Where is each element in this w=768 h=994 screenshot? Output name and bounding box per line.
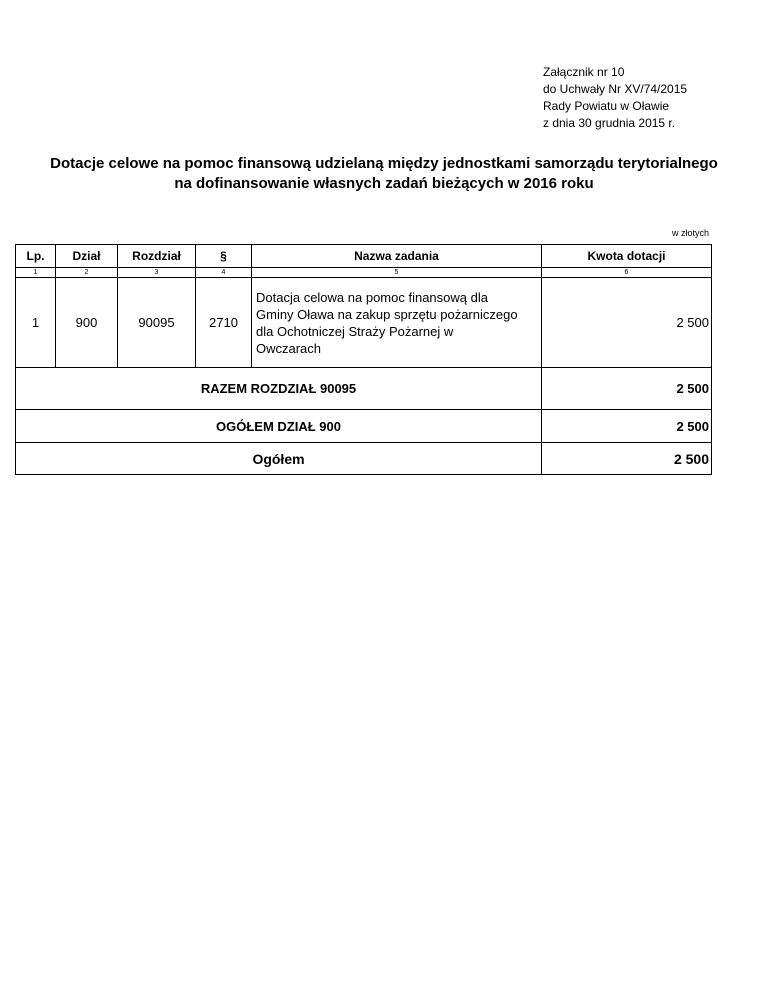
column-number: 6	[542, 268, 712, 278]
column-number: 1	[16, 268, 56, 278]
total-row-razem-rozdzial	[16, 368, 712, 410]
cell-dzial: 900	[56, 278, 118, 368]
nazwa-line: dla Ochotniczej Straży Pożarnej w	[256, 323, 454, 339]
nazwa-line: Dotacja celowa na pomoc finansową dla	[256, 289, 488, 305]
total-value: 2 500	[542, 410, 712, 443]
cell-kwota: 2 500	[542, 278, 712, 368]
column-number: 2	[56, 268, 118, 278]
unit-note: w złotych	[671, 228, 709, 238]
attachment-line: z dnia 30 grudnia 2015 r.	[543, 116, 676, 130]
total-label: RAZEM ROZDZIAŁ 90095	[16, 368, 542, 410]
attachment-line: do Uchwały Nr XV/74/2015	[543, 82, 688, 96]
cell-paragraf: 2710	[196, 278, 252, 368]
nazwa-line: Owczarach	[256, 340, 322, 356]
total-label: Ogółem	[16, 443, 542, 475]
column-number: 3	[118, 268, 196, 278]
attachment-line: Załącznik nr 10	[543, 65, 625, 79]
header-rozdzial: Rozdział	[118, 245, 196, 268]
total-value: 2 500	[542, 368, 712, 410]
header-kwota: Kwota dotacji	[542, 245, 712, 268]
attachment-line: Rady Powiatu w Oławie	[543, 99, 670, 113]
title-line: Dotacje celowe na pomoc finansową udzielaną między jednostkami samorządu terytorialnego	[50, 155, 718, 172]
header-dzial: Dział	[56, 245, 118, 268]
attachment-note	[543, 64, 687, 132]
header-lp: Lp.	[16, 245, 56, 268]
cell-rozdzial: 90095	[118, 278, 196, 368]
title-line: na dofinansowanie własnych zadań bieżących w 2016 roku	[174, 175, 594, 192]
total-label: OGÓŁEM DZIAŁ 900	[16, 410, 542, 443]
total-value: 2 500	[542, 443, 712, 475]
column-number-row	[16, 268, 712, 278]
table-row	[16, 278, 712, 368]
grants-table	[15, 244, 712, 475]
document-title	[0, 154, 768, 194]
column-number: 4	[196, 268, 252, 278]
cell-nazwa	[252, 278, 542, 368]
total-row-ogolem-dzial	[16, 410, 712, 443]
header-nazwa: Nazwa zadania	[252, 245, 542, 268]
column-number: 5	[252, 268, 542, 278]
header-paragraf: §	[196, 245, 252, 268]
table-header-row	[16, 245, 712, 268]
cell-lp: 1	[16, 278, 56, 368]
total-row-ogolem	[16, 443, 712, 475]
nazwa-line: Gminy Oława na zakup sprzętu pożarniczego	[256, 306, 518, 322]
